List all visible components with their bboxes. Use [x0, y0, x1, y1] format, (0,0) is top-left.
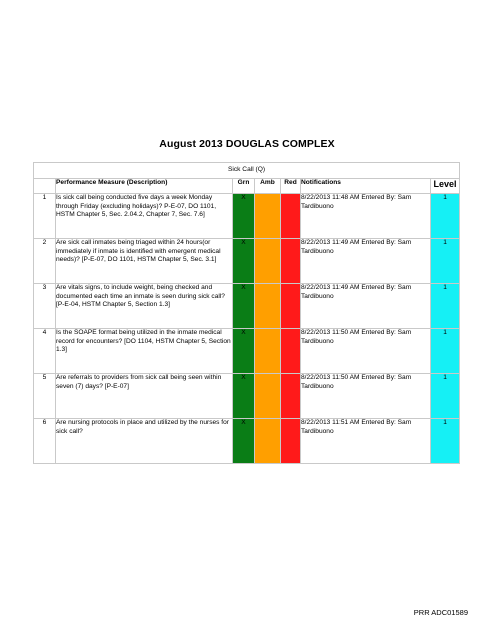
measure-description: Are nursing protocols in place and utilized by the nurses for sick call? — [56, 419, 233, 464]
amber-rating-cell — [255, 239, 281, 284]
row-number: 1 — [34, 194, 56, 239]
measure-description: Are referrals to providers from sick call being seen within seven (7) days? [P-E-07] — [56, 374, 233, 419]
red-rating-cell — [281, 239, 301, 284]
level-value: 1 — [431, 284, 460, 329]
level-value: 1 — [431, 194, 460, 239]
page-title: August 2013 DOUGLAS COMPLEX — [159, 138, 335, 150]
green-rating-cell: X — [233, 284, 255, 329]
red-rating-cell — [281, 419, 301, 464]
col-grn-header: Grn — [233, 179, 255, 194]
green-rating-cell: X — [233, 194, 255, 239]
notification-text: 8/22/2013 11:50 AM Entered By: Sam Tardibuono — [301, 329, 431, 374]
measure-description: Is the SOAPE format being utilized in the inmate medical record for encounters? [DO 1104, HSTM Chapter 5, Section 1.3] — [56, 329, 233, 374]
table-row — [34, 239, 460, 284]
red-rating-cell — [281, 194, 301, 239]
measure-description: Is sick call being conducted five days a week Monday through Friday (excluding holidays)? P-E-07, DO 1101, HSTM Chapter 5, Sec. 2.04.2, Chapter 7, Sec. 7.6] — [56, 194, 233, 239]
amber-rating-cell — [255, 284, 281, 329]
green-rating-cell: X — [233, 419, 255, 464]
amber-rating-cell — [255, 374, 281, 419]
header-row — [34, 179, 460, 194]
document-code: PRR ADC01589 — [413, 608, 468, 617]
row-number: 2 — [34, 239, 56, 284]
notification-text: 8/22/2013 11:50 AM Entered By: Sam Tardibuono — [301, 374, 431, 419]
col-amb-header: Amb — [255, 179, 281, 194]
table-row — [34, 284, 460, 329]
col-measure-header: Performance Measure (Description) — [56, 179, 233, 194]
col-level-header: Level — [431, 179, 460, 194]
col-number-header — [34, 179, 56, 194]
section-title: Sick Call (Q) — [34, 163, 460, 179]
red-rating-cell — [281, 374, 301, 419]
notification-text: 8/22/2013 11:51 AM Entered By: Sam Tardibuono — [301, 419, 431, 464]
table-row — [34, 419, 460, 464]
amber-rating-cell — [255, 194, 281, 239]
notification-text: 8/22/2013 11:48 AM Entered By: Sam Tardibuono — [301, 194, 431, 239]
row-number: 4 — [34, 329, 56, 374]
level-value: 1 — [431, 419, 460, 464]
notification-text: 8/22/2013 11:49 AM Entered By: Sam Tardibuono — [301, 239, 431, 284]
red-rating-cell — [281, 329, 301, 374]
row-number: 6 — [34, 419, 56, 464]
red-rating-cell — [281, 284, 301, 329]
level-value: 1 — [431, 329, 460, 374]
row-number: 5 — [34, 374, 56, 419]
green-rating-cell: X — [233, 239, 255, 284]
measure-description: Are sick call inmates being triaged within 24 hours(or immediately if inmate is identified with emergent medical needs)? [P-E-07, DO 1101, HSTM Chapter 5, Sec. 3.1] — [56, 239, 233, 284]
table-row — [34, 329, 460, 374]
amber-rating-cell — [255, 419, 281, 464]
table-row — [34, 374, 460, 419]
table-row — [34, 194, 460, 239]
green-rating-cell: X — [233, 329, 255, 374]
amber-rating-cell — [255, 329, 281, 374]
col-red-header: Red — [281, 179, 301, 194]
col-notifications-header: Notifications — [301, 179, 431, 194]
green-rating-cell: X — [233, 374, 255, 419]
notification-text: 8/22/2013 11:49 AM Entered By: Sam Tardibuono — [301, 284, 431, 329]
level-value: 1 — [431, 239, 460, 284]
row-number: 3 — [34, 284, 56, 329]
level-value: 1 — [431, 374, 460, 419]
measure-description: Are vitals signs, to include weight, being checked and documented each time an inmate is seen during sick call? [P-E-04, HSTM Chapter 5, Section 1.3] — [56, 284, 233, 329]
performance-table — [33, 162, 460, 464]
